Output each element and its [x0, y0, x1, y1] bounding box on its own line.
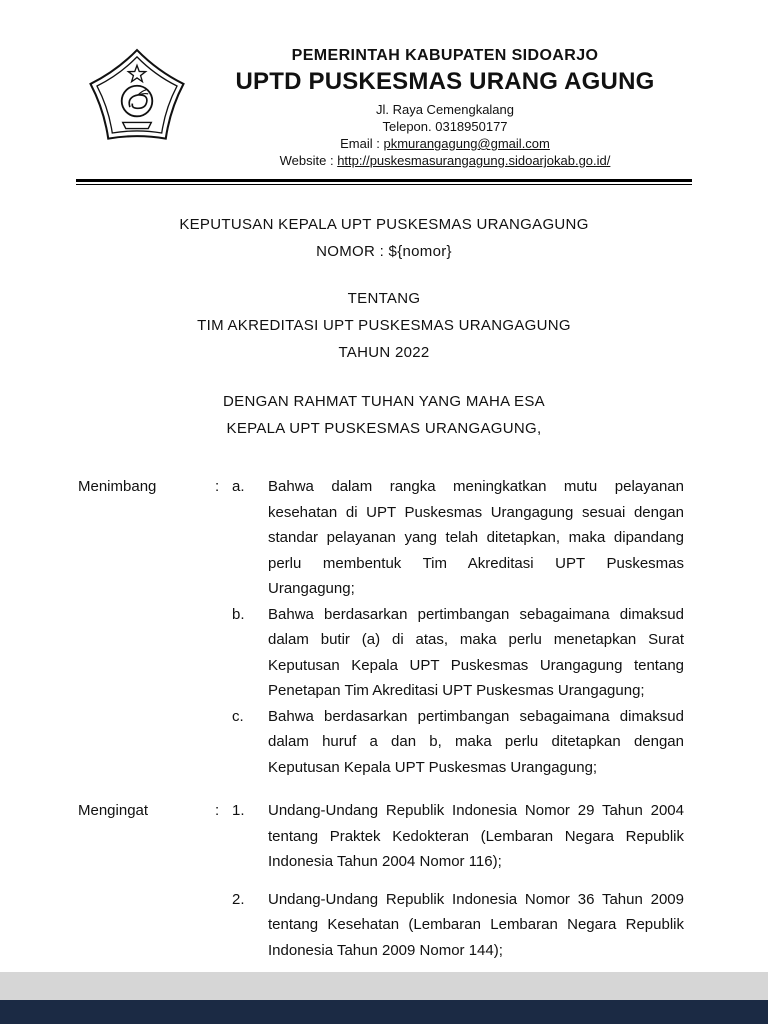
- item-marker: a.: [232, 478, 245, 495]
- menimbang-item-a: [0, 474, 768, 602]
- invocation-line: DENGAN RAHMAT TUHAN YANG MAHA ESA: [223, 393, 545, 410]
- next-page-edge: [0, 1000, 768, 1024]
- email-line: [188, 135, 702, 152]
- menimbang-section: [0, 474, 768, 780]
- puskesmas-name: UPTD PUSKESMAS URANG AGUNG: [235, 68, 655, 95]
- mengingat-item-2: [0, 887, 768, 964]
- mengingat-item-1: [0, 798, 768, 875]
- section-label: Menimbang: [78, 478, 157, 495]
- address-line: Jl. Raya Cemengkalang: [375, 102, 515, 117]
- website-label: Website :: [279, 153, 338, 168]
- item-marker: b.: [232, 605, 245, 623]
- page-gap: [0, 972, 768, 1000]
- item-marker: 1.: [232, 802, 245, 819]
- issuer-line: KEPALA UPT PUSKESMAS URANGAGUNG,: [226, 420, 542, 437]
- decree-title-block: [0, 185, 768, 442]
- item-marker: c.: [232, 707, 244, 725]
- divider-thick-line: [76, 179, 692, 182]
- section-label: Mengingat: [78, 802, 149, 819]
- sidoarjo-emblem-icon: [86, 48, 188, 155]
- decree-subject: TIM AKREDITASI UPT PUSKESMAS URANGAGUNG: [197, 317, 571, 334]
- item-marker: 2.: [232, 890, 245, 908]
- website-line: [188, 152, 702, 169]
- government-name: PEMERINTAH KABUPATEN SIDOARJO: [291, 47, 599, 64]
- item-text: Bahwa dalam rangka meningkatkan mutu pelayanan kesehatan di UPT Puskesmas Urangagung sesuai dengan standar pelayanan yang telah ditetapkan, maka dipandang perlu membentuk Tim Akreditasi UPT Puskesmas Urangagung;: [268, 478, 684, 597]
- phone-line: Telepon. 0318950177: [382, 119, 508, 134]
- decree-year: TAHUN 2022: [338, 344, 430, 361]
- letterhead-text: [188, 46, 702, 169]
- website-link[interactable]: http://puskesmasurangagung.sidoarjokab.go.id/: [337, 153, 611, 168]
- mengingat-section: [0, 798, 768, 963]
- tentang-label: TENTANG: [347, 290, 421, 307]
- section-colon: :: [215, 802, 220, 819]
- decree-body: [0, 474, 768, 963]
- decree-title: KEPUTUSAN KEPALA UPT PUSKESMAS URANGAGUNG: [179, 216, 589, 233]
- menimbang-item-b: [0, 602, 768, 704]
- letterhead: [0, 0, 768, 169]
- menimbang-item-c: [0, 704, 768, 781]
- email-link[interactable]: pkmurangagung@gmail.com: [383, 136, 550, 151]
- decree-number: NOMOR : ${nomor}: [316, 243, 452, 260]
- item-text: Bahwa berdasarkan pertimbangan sebagaimana dimaksud dalam butir (a) di atas, maka perlu menetapkan Surat Keputusan Kepala UPT Puskesmas Urangagung tentang Penetapan Tim Akreditasi UPT Puskesmas Urangagung;: [268, 605, 684, 699]
- item-text: Undang-Undang Republik Indonesia Nomor 36 Tahun 2009 tentang Kesehatan (Lembaran Lembaran Negara Republik Indonesia Tahun 2009 Nomor 144);: [268, 890, 684, 959]
- email-label: Email :: [340, 136, 384, 151]
- section-colon: :: [215, 478, 220, 495]
- item-text: Undang-Undang Republik Indonesia Nomor 29 Tahun 2004 tentang Praktek Kedokteran (Lembaran Negara Republik Indonesia Tahun 2004 Nomor 116);: [268, 802, 684, 870]
- item-text: Bahwa berdasarkan pertimbangan sebagaimana dimaksud dalam huruf a dan b, maka perlu ditetapkan dengan Keputusan Kepala UPT Puskesmas Urangagung;: [268, 707, 684, 776]
